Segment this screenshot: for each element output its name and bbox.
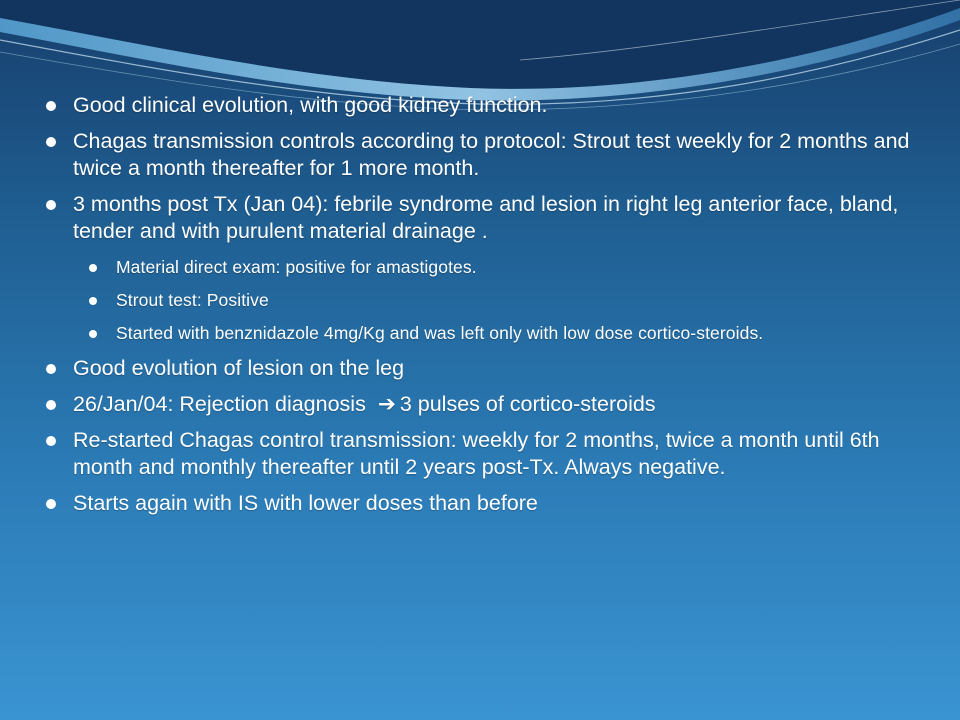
sub-bullet-text: Strout test: Positive [116,290,269,310]
sub-bullet-item [73,255,918,280]
bullet-dot-icon [46,137,56,147]
bullet-item [46,92,918,119]
bullet-text: Re-started Chagas control transmission: weekly for 2 months, twice a month until 6th month and monthly thereafter until 2 years post-Tx. Always negative. [73,428,880,479]
bullet-text: 3 months post Tx (Jan 04): febrile syndrome and lesion in right leg anterior face, bland, tender and with purulent material drainage . [73,192,899,243]
sub-bullet-dot-icon [89,297,97,305]
bullet-item [46,128,918,182]
bullet-item [46,490,918,517]
bullet-item [46,427,918,481]
bullet-dot-icon [46,400,56,410]
bullet-text: Good evolution of lesion on the leg [73,356,405,380]
sub-bullet-text: Material direct exam: positive for amastigotes. [116,257,477,277]
bullet-dot-icon [46,101,56,111]
sub-bullet-item [73,321,918,346]
bullet-dot-icon [46,436,56,446]
sub-bullet-dot-icon [89,264,97,272]
sub-bullet-dot-icon [89,330,97,338]
bullet-dot-icon [46,200,56,210]
bullet-text: Good clinical evolution, with good kidney function. [73,93,548,117]
bullet-list [46,92,918,517]
bullet-dot-icon [46,499,56,509]
right-arrow-icon: ➔ [377,392,396,416]
bullet-dot-icon [46,364,56,374]
bullet-text-after-arrow: 3 pulses of cortico-steroids [399,392,656,416]
bullet-item [46,355,918,382]
sub-bullet-text: Started with benznidazole 4mg/Kg and was left only with low dose cortico-steroids. [116,323,764,343]
sub-bullet-item [73,288,918,313]
bullet-text: Starts again with IS with lower doses than before [73,491,538,515]
bullet-item [46,391,918,418]
bullet-text-before-arrow: 26/Jan/04: Rejection diagnosis [73,392,372,416]
sub-bullet-list [73,255,918,346]
bullet-item [46,191,918,346]
slide-body [46,92,918,526]
bullet-text: Chagas transmission controls according to protocol: Strout test weekly for 2 months and twice a month thereafter for 1 more month. [73,129,910,180]
